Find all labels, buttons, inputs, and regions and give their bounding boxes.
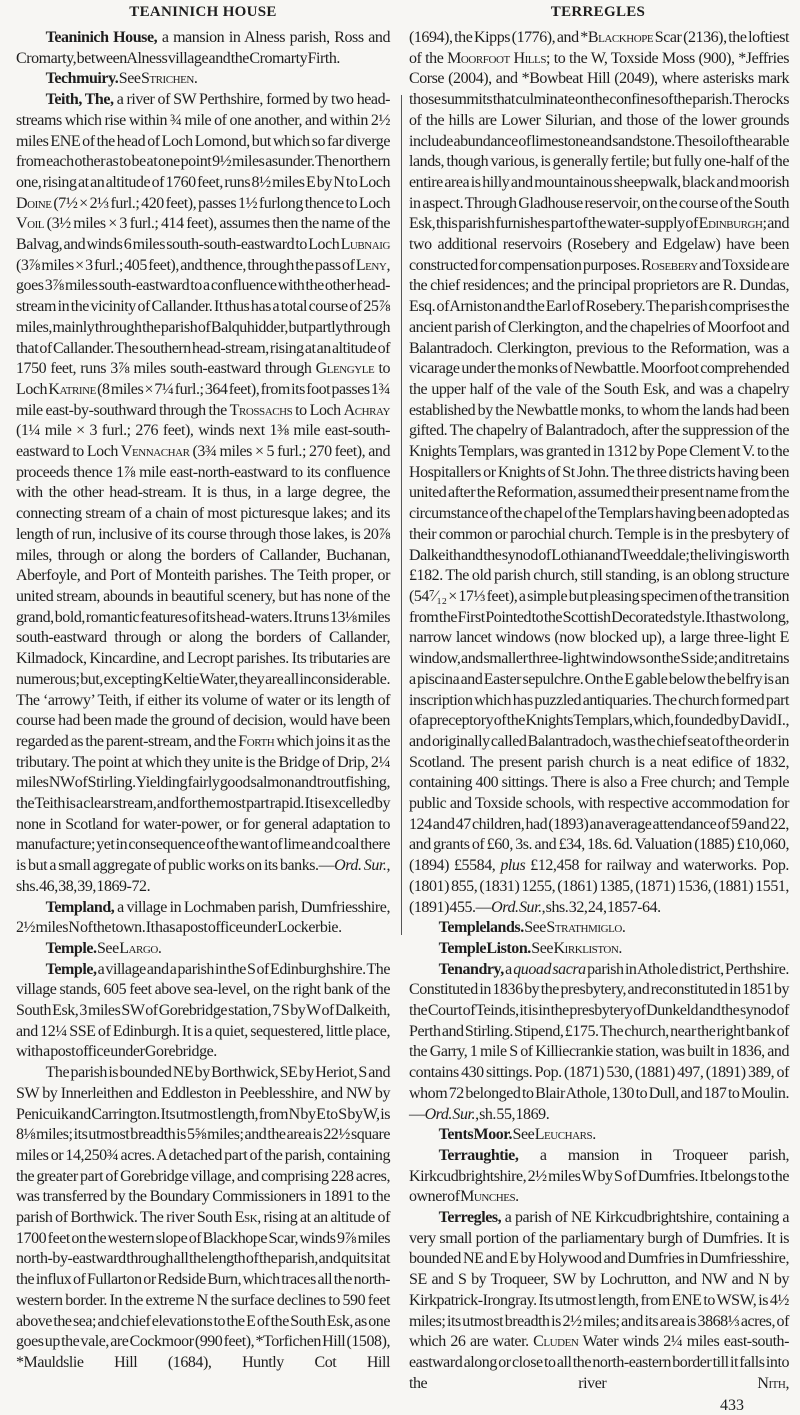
entry-text: to Loch [292, 401, 344, 419]
entry-headword: Terraughtie, [438, 1146, 519, 1164]
entry-text: , [785, 1374, 789, 1392]
gazetteer-entry [16, 28, 390, 69]
cross-reference-name: Lubnaig [340, 236, 390, 254]
text-column-right [409, 28, 789, 1394]
cross-reference-name: Katrine [48, 380, 96, 398]
entry-text: a mansion in Troqueer parish, Kirkcudbrightshire, 2½ miles W by S of Dumfries. It belongs to the owner of [409, 1146, 789, 1206]
page-number: 433 [720, 1397, 744, 1414]
cross-reference-name: Leuchars. [534, 1126, 596, 1144]
italic-text: plus [500, 857, 526, 875]
text-column-left [16, 28, 390, 1374]
gazetteer-entry [409, 939, 789, 960]
gazetteer-entry [409, 1208, 789, 1394]
running-header-left: TEANINICH HOUSE [129, 4, 277, 20]
entry-text: (3⅞ miles × 3 furl.; 405 feet), and thence, through the pass of [16, 256, 356, 274]
cross-reference-name: Largo. [119, 939, 162, 957]
cross-reference-name: Munches. [460, 1188, 519, 1206]
cross-reference-name: Vennachar [120, 443, 190, 461]
entry-headword: Temple. [45, 939, 97, 957]
entry-text: which joins it as the tributary. The point at which they unite is the Bridge of Drip, 2¼ miles NW of Stirling. Yielding fairly good salmon and trout fishing, the Teith is a clear stream, and for the most part rapid. It is excelled by none in Scotland for water-power, or for general adaptation to manufacture; yet in consequence of the want of lime and coal there is but a small aggregate of public works on its banks.— [16, 732, 390, 875]
cross-reference-name: Leny [355, 256, 387, 274]
entry-text: ; to the W, Toxside Moss (900), *Jeffries Corse (2004), and *Bowbeat Hill (2049), where asterisks mark those summits that culminate on the confines of the parish. The rocks of the hills are Lower Silurian, and those of the lower grounds include abundance of limestone and sandstone. The soil of the arable lands, though various, is generally fertile; but fully one-half of the entire area is hilly and mountainous sheepwalk, black and moorish in aspect. Through Gladhouse reservoir, on the course of the South Esk, this parish furnishes part of the water-supply of [409, 49, 790, 233]
entry-text: , goes 3⅞ miles south-eastward to a confluence with the other head-stream in the vicinity of Callander. It thus has a total course of 25⅞ miles, mainly through the parish of Balquhidder, but partly through that of Callander. The southern head-stream, rising at an altitude of 1750 feet, runs 3⅞ miles south-eastward through [16, 256, 390, 378]
entry-text: , shs. 32, 24, 1857-64. [541, 898, 661, 916]
entry-text: parish in Athole district, Perthshire. Constituted in 1836 by the presbytery, and reconstituted in 1851 by the Court of Teinds, it is in the presbytery of Dunkeld and the synod of Perth and Stirling. Stipend, £175. The church, near the right bank of the Garry, 1 mile S of Killiecrankie station, was built in 1836, and contains 430 sittings. Pop. (1871) 530, (1881) 497, (1891) 389, of whom 72 belonged to Blair Athole, 130 to Dull, and 187 to Moulin.— [409, 960, 789, 1123]
cross-reference-name: Glengyle [315, 360, 375, 378]
gazetteer-entry [16, 939, 390, 960]
gazetteer-entry [16, 898, 390, 939]
cross-reference-name: Trossachs [229, 401, 293, 419]
column-divider [401, 95, 402, 935]
entry-text: a mansion in Alness parish, Ross and Cromarty, between Alness village and the Cromarty Firth. [16, 29, 390, 67]
cross-reference-name: Moorfoot Hills [447, 49, 546, 67]
entry-text: See [530, 939, 554, 957]
entry-text: a parish of NE Kirkcudbrightshire, containing a very small portion of the parliamentary burgh of Dumfries. It is bounded NE and E by Holywood and Dumfries in Dumfriesshire, SE and S by Troqueer, SW by Lochrutton, and NW and N by Kirkpatrick-Irongray. Its utmost length, from ENE to WSW, is 4½ miles; its utmost breadth is 2½ miles; and its area is 3868⅓ acres, of which 26 are water. [409, 1209, 789, 1351]
entry-text: a village and a parish in the S of Edinburghshire. The village stands, 605 feet above sea-level, on the right bank of the South Esk, 3 miles SW of Gorebridge station, 7 S by W of Dalkeith, and 12¼ SSE of Edinburgh. It is a quiet, sequestered, little place, with a post office under Gorebridge. [16, 960, 390, 1061]
gazetteer-entry [16, 1063, 390, 1374]
entry-headword: Terregles, [438, 1209, 502, 1227]
entry-text: a river of SW Perthshire, formed by two head-streams which rise within ¾ mile of one another, and within 2½ miles ENE of the head of Loch Lomond, but which so far diverge from each other as to be at one point 9½ miles asunder. The northern one, rising at an altitude of 1760 feet, runs 8½ miles E by N to Loch [16, 91, 390, 191]
entry-text: , rising at an altitude of 1700 feet on the western slope of Blackhope Scar, winds 9⅞ miles north-by-eastward through all the length of the parish, and quits it at the influx of Fullarton or Redside Burn, which traces all the north-western border. In the extreme N the surface declines to 590 feet above the sea; and chief elevations to the E of the South Esk, as one goes up the vale, are Cockmoor (990 feet), *Torfichen Hill (1508), *Mauldslie Hill (1684), Huntly Cot Hill [16, 1209, 390, 1371]
cross-reference-name: Nith [757, 1374, 786, 1392]
entry-text: Water winds 2¼ miles east-south-eastward along or close to all the north-eastern border till it falls into the river [409, 1333, 789, 1392]
running-header-right: TERREGLES [550, 4, 646, 20]
entry-text: (3¾ miles × 5 furl.; 270 feet), and proceeds thence 1⅞ mile east-north-eastward to its confluence with the other head-stream. It is thus, in a large degree, the connecting stream of a chain of most picturesque lakes; and its length of run, inclusive of its course through those lakes, is 20⅞ miles, through or along the borders of Callander, Buchanan, Aberfoyle, and Port of Monteith parishes. The Teith proper, or united stream, abounds in beautiful scenery, but has none of the grand, bold, romantic features of its head-waters. It runs 13⅛ miles south-eastward through or along the borders of Callander, Kilmadock, Kincardine, and Lecropt parishes. Its tributaries are numerous; but, excepting Keltie Water, they are all inconsiderable. The ‘arrowy’ Teith, if either its volume of water or its length of course had been made the ground of decision, would have been regarded as the parent-stream, and the [16, 443, 390, 750]
entry-headword: Templelands. [438, 919, 524, 937]
entry-text: (1694), the Kipps (1776), and * [409, 29, 588, 46]
cross-reference-name: Edinburgh [698, 215, 763, 233]
entry-headword: Temple, [45, 960, 97, 978]
cross-reference-name: Esk [234, 1209, 258, 1227]
entry-text: , shs. 46, 38, 39, 1869-72. [16, 857, 390, 895]
entry-text: (7½ × 2⅓ furl.; 420 feet), passes 1½ furlong thence to Loch [51, 194, 390, 212]
gazetteer-entry [409, 960, 789, 1126]
cross-reference-name: Achray [343, 401, 390, 419]
entry-text: ; and two additional reservoirs (Rosebery and Edgelaw) have been constructed for compensation purposes. [409, 215, 790, 274]
gazetteer-entry [16, 90, 390, 897]
entry-text: The parish is bounded NE by Borthwick, SE by Heriot, S and SW by Innerleithen and Eddleston in Peeblesshire, and NW by Penicuik and Carrington. Its utmost length, from N by E to S by W, is 8⅛ miles; its utmost breadth is 5⅝ miles; and the area is 22½ square miles or 14,250¾ acres. A detached part of the parish, containing the greater part of Gorebridge village, and comprising 228 acres, was transferred by the Boundary Commissioners in 1891 to the parish of Borthwick. The river South [16, 1064, 390, 1227]
entry-text: See [118, 70, 141, 88]
entry-continuation [409, 28, 789, 918]
cross-reference-name: Voil [16, 215, 45, 233]
italic-text: quoad sacra [513, 960, 586, 978]
entry-headword: Teaninich House, [45, 29, 158, 46]
entry-text: (8 miles × 7¼ furl.; 364 feet), from its foot passes 1¾ mile east-by-southward through the [16, 380, 390, 419]
gazetteer-entry [409, 918, 789, 939]
entry-text: to Loch [16, 360, 391, 398]
italic-text: Ord. Sur. [491, 898, 542, 916]
gazetteer-entry [16, 960, 390, 1064]
cross-reference-name: Blackhope [587, 29, 654, 46]
entry-text: (3½ miles × 3 furl.; 414 feet), assumes then the name of the Balvag, and winds 6 miles south-south-eastward to Loch [16, 215, 390, 254]
entry-headword: Temple Liston. [438, 939, 531, 957]
cross-reference-name: Doine [16, 194, 52, 212]
entry-text: and Toxside are the chief residences; and the principal proprietors are R. Dundas, Esq. of Arniston and the Earl of Rosebery. The parish comprises the ancient parish of Clerkington, and the chapelries of Moorfoot and Balantradoch. Clerkington, previous to the Reformation, was a vicarage under the monks of Newbattle. Moorfoot comprehended the upper half of the vale of the South Esk, and was a chapelry established by the Newbattle monks, to whom the lands had been gifted. The chapelry of Balantradoch, after the suppression of the Knights Templars, was granted in 1312 by Pope Clement V. to the Hospitallers or Knights of St John. The three districts having been united after the Reformation, assumed their present name from the circumstance of the chapel of the Templars having been adopted as their common or parochial church. Temple is in the presbytery of Dalkeith and the synod of Lothian and Tweeddale; the living is worth £182. The old parish church, still standing, is an oblong structure (54⁷⁄₁₂ × 17⅓ feet), a simple but pleasing specimen of the transition from the First Pointed to the Scottish Decorated style. It has two long, narrow lancet windows (now blocked up), a large three-light E window, and smaller three-light windows on the S side; and it retains a piscina and Easter sepulchre. On the E gable below the belfry is an inscription which has puzzled antiquaries. The church formed part of a preceptory of the Knights Templars, which, founded by David I., and originally called Balantradoch, was the chief seat of the order in Scotland. The present parish church is a neat edifice of 1832, containing 400 sittings. There is also a Free church; and Temple public and Toxside schools, with respective accommodation for 124 and 47 children, had (1893) an average attendance of 59 and 22, and grants of £60, 3s. and £34, 18s. 6d. Valuation (1885) £10,060, (1894) £5584, [409, 256, 789, 875]
cross-reference-name: Kirkliston. [553, 939, 622, 957]
cross-reference-name: Strathmiglo. [546, 919, 626, 937]
entry-headword: Tents Moor. [438, 1126, 513, 1144]
italic-text: Ord. Sur. [424, 1105, 476, 1123]
entry-text: a [503, 960, 514, 978]
entry-text: See [523, 919, 547, 937]
gazetteer-entry [409, 1146, 789, 1208]
entry-text: See [512, 1126, 535, 1144]
entry-text: See [96, 939, 120, 957]
entry-headword: Teith, The, [45, 91, 114, 109]
cross-reference-name: Cluden [533, 1333, 579, 1351]
gazetteer-entry [16, 69, 390, 90]
entry-headword: Techmuiry. [45, 70, 119, 88]
entry-text: (1¼ mile × 3 furl.; 276 feet), winds next 1⅜ mile east-south-eastward to Loch [16, 422, 390, 461]
cross-reference-name: Forth [238, 732, 275, 750]
cross-reference-name: Strichen. [140, 70, 198, 88]
entry-headword: Templand, [45, 898, 115, 916]
entry-headword: Tenandry, [438, 960, 504, 978]
entry-text: £12,458 for railway and waterworks. Pop. (1801) 855, (1831) 1255, (1861) 1385, (1871) 1536, (1881) 1551, (1891) 455.— [409, 857, 789, 916]
entry-text: a village in Lochmaben parish, Dumfriesshire, 2½ miles N of the town. It has a post office under Lockerbie. [16, 898, 390, 937]
gazetteer-entry [409, 1125, 789, 1146]
cross-reference-name: Rosebery [641, 256, 698, 274]
entry-text: , sh. 55, 1869. [475, 1105, 550, 1123]
italic-text: Ord. Sur. [334, 857, 387, 875]
entry-text: Scar (2136), the loftiest of the [409, 29, 789, 67]
